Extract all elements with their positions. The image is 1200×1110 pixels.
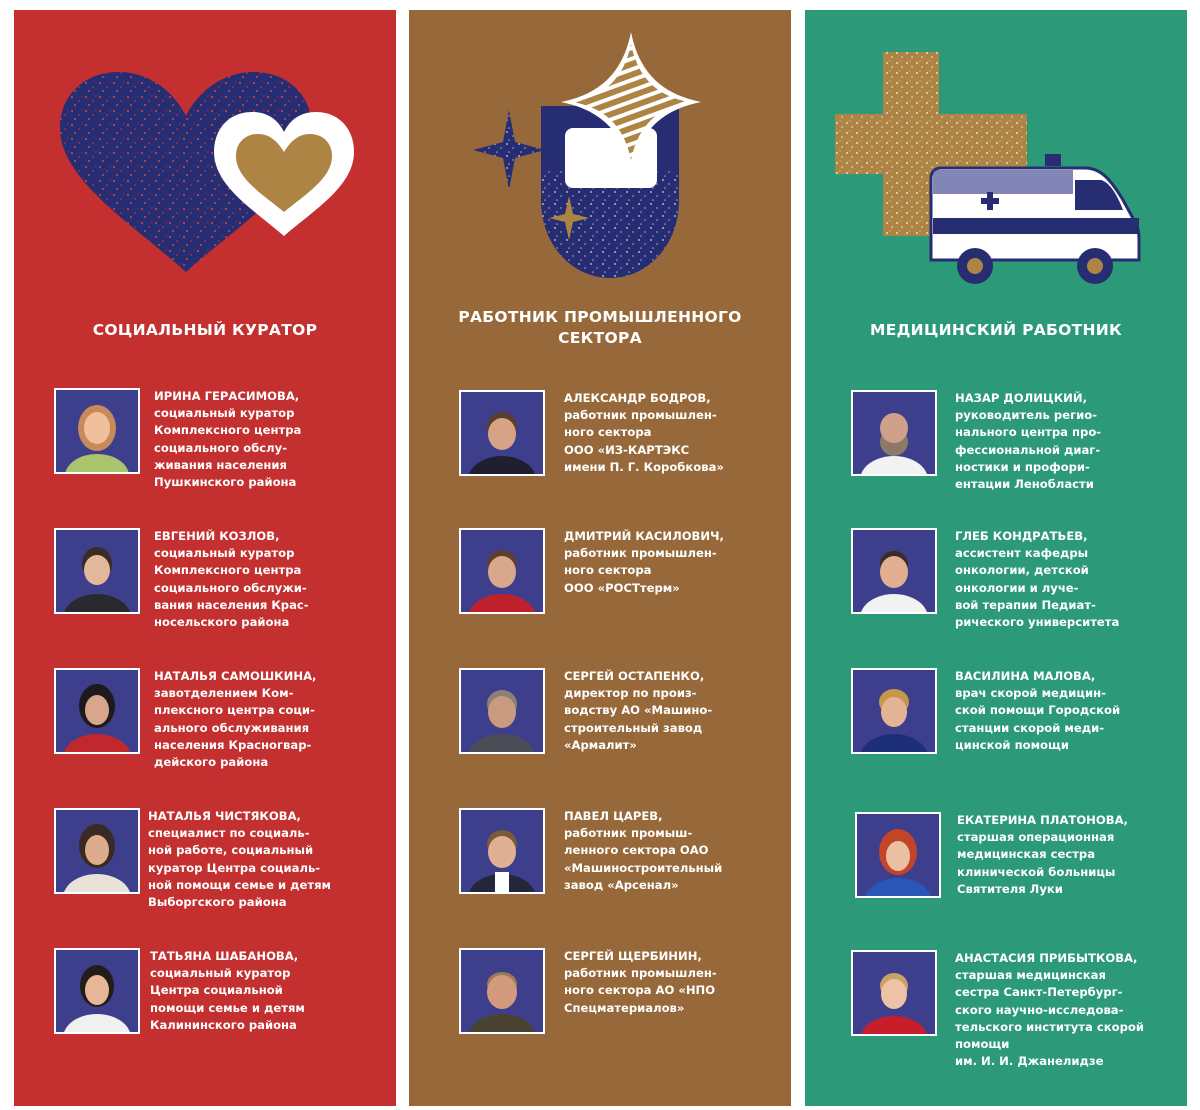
person-name: АНАСТАСИЯ ПРИБЫТКОВА, [955,951,1138,965]
person-card [14,388,396,488]
person-info [955,950,1144,1070]
person-name: ВАСИЛИНА МАЛОВА, [955,669,1096,683]
person-photo [459,528,545,614]
person-photo [54,948,140,1034]
person-card [14,808,396,908]
person-info [154,668,316,771]
person-card [409,528,791,628]
column-title: МЕДИЦИНСКИЙ РАБОТНИК [869,321,1123,339]
person-name: АЛЕКСАНДР БОДРОВ, [564,391,711,405]
person-description: ассистент кафедры онкологии, детской онкологии и луче- вой терапии Педиат- рического университета [955,546,1120,630]
person-info [564,808,722,894]
person-photo [54,668,140,754]
person-info [564,390,724,476]
industry-star-icon [409,10,791,300]
person-name: ПАВЕЛ ЦАРЕВ, [564,809,663,823]
person-description: старшая медицинская сестра Санкт-Петербург- ского научно-исследова- тельского института скорой помощи им. И. И. Джанелидзе [955,968,1144,1069]
person-info [154,388,301,491]
person-info [564,528,724,597]
person-photo [459,948,545,1034]
person-description: завотделением Ком- плексного центра соци- ального обслуживания населения Красногвар- дейского района [154,686,315,770]
column-industry-worker [409,10,791,1106]
person-card [805,528,1187,628]
person-name: ДМИТРИЙ КАСИЛОВИЧ, [564,529,724,543]
person-description: врач скорой медицин- ской помощи Городской станции скорой меди- цинской помощи [955,686,1121,752]
column-medical-worker [805,10,1187,1106]
person-card [14,948,396,1048]
person-photo [459,390,545,476]
person-name: СЕРГЕЙ ОСТАПЕНКО, [564,669,705,683]
person-info [955,668,1120,754]
person-name: НАТАЛЬЯ ЧИСТЯКОВА, [148,809,301,823]
person-card [409,390,791,490]
person-card [805,390,1187,490]
person-description: работник промыш- ленного сектора ОАО «Машиностроительный завод «Арсенал» [564,826,723,892]
hearts-icon [14,10,396,300]
person-description: работник промышлен- ного сектора АО «НПО Спецматериалов» [564,966,717,1015]
person-description: старшая операционная медицинская сестра клинической больницы Святителя Луки [957,830,1116,896]
person-card [805,950,1187,1069]
person-name: ИРИНА ГЕРАСИМОВА, [154,389,300,403]
column-social-curator [14,10,396,1106]
person-photo [851,390,937,476]
ambulance-icon [805,10,1187,300]
person-info [957,812,1128,898]
person-photo [851,950,937,1036]
person-description: социальный куратор Комплексного центра социального обслужи- вания населения Крас- носельского района [154,546,309,630]
person-card [805,668,1187,768]
person-info [955,390,1101,493]
person-name: ГЛЕБ КОНДРАТЬЕВ, [955,529,1088,543]
person-info [150,948,305,1034]
person-info [148,808,331,911]
person-info [955,528,1119,631]
person-name: ТАТЬЯНА ШАБАНОВА, [150,949,299,963]
person-description: специалист по социаль- ной работе, социальный куратор Центра социаль- ной помощи семье и детям Выборгского района [148,826,331,910]
person-name: ЕКАТЕРИНА ПЛАТОНОВА, [957,813,1128,827]
person-name: ЕВГЕНИЙ КОЗЛОВ, [154,529,280,543]
person-photo [851,668,937,754]
column-title: РАБОТНИК ПРОМЫШЛЕННОГО СЕКТОРА [458,308,742,347]
person-card [14,668,396,768]
person-description: социальный куратор Комплексного центра социального обслу- живания населения Пушкинского района [154,406,302,490]
person-info [564,948,717,1017]
person-info [154,528,309,631]
person-description: работник промышлен- ного сектора ООО «ИЗ-КАРТЭКС имени П. Г. Коробкова» [564,408,724,474]
person-photo [459,808,545,894]
column-title: СОЦИАЛЬНЫЙ КУРАТОР [92,321,318,339]
person-photo [54,388,140,474]
person-description: работник промышлен- ного сектора ООО «РОСТтерм» [564,546,717,595]
person-card [409,948,791,1048]
person-photo [855,812,941,898]
person-description: директор по произ- водству АО «Машино- строительный завод «Армалит» [564,686,713,752]
person-photo [54,528,140,614]
person-description: социальный куратор Центра социальной помощи семье и детям Калининского района [150,966,305,1032]
person-card [409,808,791,908]
person-description: руководитель регио- нального центра про- фессиональной диаг- ностики и профори- ентации Ленобласти [955,408,1102,492]
person-card [805,812,1187,912]
person-name: СЕРГЕЙ ЩЕРБИНИН, [564,949,702,963]
person-name: НАТАЛЬЯ САМОШКИНА, [154,669,317,683]
person-photo [54,808,140,894]
person-photo [459,668,545,754]
person-photo [851,528,937,614]
person-card [14,528,396,628]
person-info [564,668,712,754]
person-name: НАЗАР ДОЛИЦКИЙ, [955,391,1087,405]
person-card [409,668,791,768]
